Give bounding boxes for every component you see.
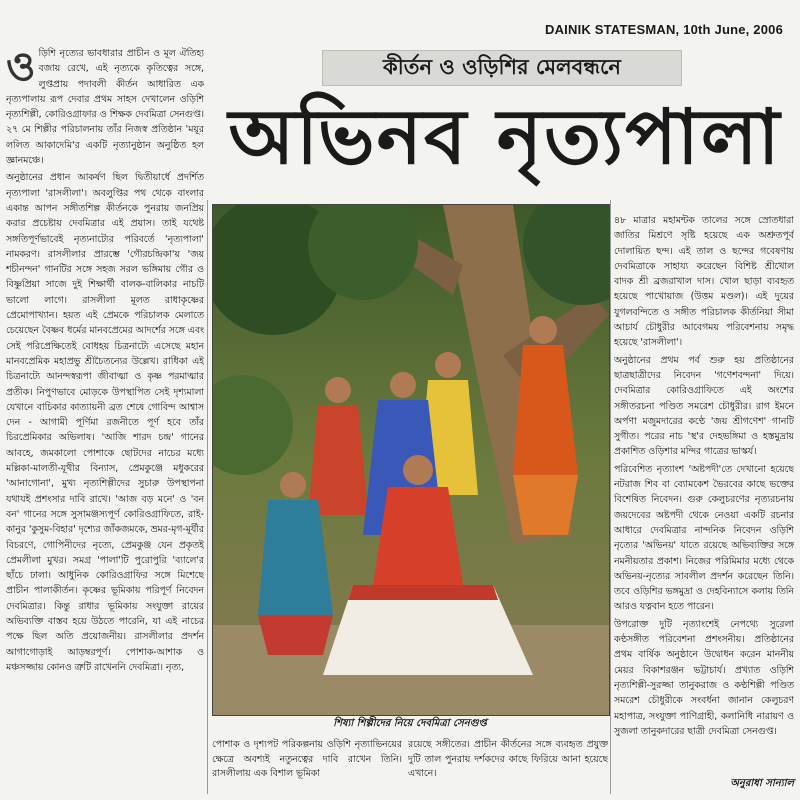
article-paragraph: ড়িশি নৃত্যের ভাবধারার প্রাচীন ও মূল ঐতিহ্য বজায় রেখে, এই নৃত্যকে কৃতিত্বের সঙ্গে, লুপ্তপ্রায় পদাবলী কীর্তন আধারিত এক নৃত্যপালায় রূপ দেবার প্রথম সাহস দেখালেন ওড়িশি নৃত্যশিল্পী, কোরিওগ্রাফার ও শিক্ষক দেবমিত্রা সেনগুপ্ত। ২৭ মে শিল্পীর পরিচালনায় তাঁর নিজস্ব প্রতিষ্ঠান 'ময়ূর ললিত আকাদেমি'র একটি নৃত্যানুষ্ঠান অনুষ্ঠিত হল জ্ঞানমঞ্চে। [6,48,204,167]
article-paragraph: অনুষ্ঠানের প্রথম পর্ব শুরু হয় প্রতিষ্ঠানের ছাত্রছাত্রীদের নিবেদন 'গণেশবন্দনা' দিয়ে। দেবমিত্রার কোরিওগ্রাফিতে এই অংশের সঙ্গীতরচনা পণ্ডিত সমরেশ চৌধুরীর। রাগ ইমনে অর্পণা মজুমদারের কণ্ঠে 'জয় শ্রীগণেশ' গানটি সুগীত। পরের নাচ 'স্থ'র দেহভঙ্গিমা ও হস্তমুদ্রায় প্রকাশিত ওড়িশার মন্দির গাত্রের ভাস্কর্য। [614,354,794,458]
article-column-left [6,46,204,798]
article-paragraph: পরিবেশিত নৃত্যাংশ 'অষ্টপদী'তে দেখানো হয়েছে নটরাজ শিব বা ব্যোমকেশ ভৈরবের কাছে ভক্তের বিশেষিত নিবেদন। গুরু কেলুচরণের নৃত্যরচনায় জয়দেবের অষ্টপদী থেকে নেওয়া একটি রচনার আধারে দেবমিত্রার নান্দনিক নিবেদন ওড়িশি নৃত্যের 'অভিনয়' যাতে রয়েছে অভিব্যক্তির সঙ্গে নমনীয়তার প্রকাশ। নিজের পরিমিমার মধ্যে থেকে অভিনয়-নৃত্যের সাবলীল প্রদর্শন করেছেন তিনি। তবে ওড়িশির ভঙ্গমুদ্রা ও দেহবিন্যাসে কলায় তিনি আরও যত্নবান হতে পারেন। [614,463,794,613]
article-bottom-left: পোশাক ও দৃশ্যপট পরিকল্পনায় ওড়িশি নৃত্যাভিনয়ের ক্ষেত্রে অবশ্যই নতুনত্বের দাবি রাখেন তিনি। রাসলীলায় এক বিশাল ভূমিকা [212,739,402,779]
article-paragraph: উপরোক্ত দুটি নৃত্যাংশেই নেপথ্যে সুরেলা কণ্ঠসঙ্গীত পরিবেশনা প্রশংসনীয়। প্রতিষ্ঠানের প্রথম বার্ষিক অনুষ্ঠানে উদ্বোধন করেন মাননীয় মেয়র বিকাশরঞ্জন ভট্টাচার্য। প্রখ্যাত ওড়িশি নৃত্যশিল্পী-সুরজ্জা তানুকরাজ ও কণ্ঠশিল্পী পণ্ডিত সমরেশ চৌধুরীকে সংবর্ধনা জানান কেলুচরণ মহাপাত্র, সংযুক্তা পাণিগ্রাহী, কলানিধি নারায়ণ ও সুজলা তানুকদারের ছাত্রী দেবমিত্রা সেনগুপ্ত। [614,618,794,737]
main-headline: অভিনব নৃত্যপালা [228,91,782,181]
column-divider [207,200,208,794]
article-paragraph: ৪৮ মাত্রার মহামন্টক তালের সঙ্গে স্রোতধারা জাতির মিশ্রণে সৃষ্টি হয়েছে এক অশ্রুতপূর্ব দোলায়িত ছন্দ। এই তাল ও ছন্দের গবেষণায় দেবমিত্রাকে সাহায্য করেছেন বিশিষ্ট শ্রীখোল বাদক শ্রী ব্রজরাখাল দাস। খোল ছাড়া ব্যবহৃত হয়েছে পাখোয়াজ (উত্তম মণ্ডল)। এই দুয়ের যুগলবন্দিতে ও সঙ্গীত পরিচালক কীর্তনিয়া সীমা আচার্য চৌধুরীর আবেগময় পরিবেশনায় সমৃদ্ধ হয়েছে 'রাসলীলা'। [614,215,794,349]
photo-caption: শিষ্যা শিল্পীদের নিয়ে দেবমিত্রা সেনগুপ্ত [333,718,487,729]
kicker-headline: কীর্তন ও ওড়িশির মেলবন্ধনে [322,50,682,86]
dancers-photo [212,204,610,716]
drop-cap: ও [6,46,36,90]
author-byline: অনুরাধা সান্যাল [730,778,794,789]
article-paragraph: অনুষ্ঠানের প্রধান আকর্ষণ ছিল দ্বিতীয়ার্ধে প্রদর্শিত নৃত্যপালা 'রাসলীলা'। অবলুপ্তির পথ থেকে বাংলার একান্ত আপন সঙ্গীতশিল্প কীর্তনকে পুনরায় জনপ্রিয় করার প্রচেষ্টায় দেবমিত্রার এই প্রয়াস। তাই যথেষ্ট সঙ্গতিপূর্ণভাবেই নৃত্যনাট্যের পরিবর্তে 'নৃত্যপালা' নামকরণ। রাসলীলার প্রারম্ভে 'গৌরচন্দ্রিকা'য় 'জয় শচীনন্দন' গানটির সঙ্গে সহজ সরল ভঙ্গিমায় গৌর ও বিষ্ণুপ্রিয়া সাজে দুই শিক্ষার্থী বালক-বালিকার নাচটি ভালো লাগে। রাসলীলা মূলত রাধাকৃষ্ণের প্রেমোপাখ্যান। হয়ত এই প্রেমকে পরিচালক মেলাতে চেয়েছেন বৈষ্ণব ধর্মের মানবপ্রেমের আদর্শের সঙ্গে এবং সেই পরিপ্রেক্ষিতেই বোধহয় চিত্রনাট্যে এসেছে মহান মানবপ্রেমিক মহাপ্রভু শ্রীচৈতন্যের উল্লেখ। রাধিকা এই চিত্রনাট্যে আনন্দস্বরূপা জীবাত্মা ও কৃষ্ণ পরমাত্মার প্রতীক। নিপুণভাবে মোড়কে উপস্থাপিত সেই দৃশ্যমালা যেখানে বাচিকার কাত্যায়নী ব্রত শেষে গোবিন্দ আশ্বাস দেন - আগামী পূর্ণিমা রজনীতে পূর্ণ হবে তাঁর চিরপ্রেমিকার অভিলাষ। 'আজি শারদ চন্দ্র' গানের আবহে, জমকালো পোশাকে ছোটদের নাচের মধ্যে মল্লিকা-মালতী-যূথীর বিন্যাস, প্রেমকুঞ্জে মধুকরের 'আনাগোনা', মুখ্য নৃত্যশিল্পীদের সুচারু উপস্থাপনা যথাযই প্রশংসার দাবি রাখে। 'আজ বড় মনে' ও 'বন বন' গানের সঙ্গে সুসামঞ্জস্যপূর্ণ কোরিওগ্রাফিতে, রাই-কানুর 'কুসুম-বিহার' দৃশ্যের জাঁকজমকে, ভ্রমর-মৃগ-মূর্যীর বিচরণে, গোপিনীদের নৃত্যে, প্রেমকুঞ্জ যেন প্রকৃতই প্রেমলীলা মুখর। সমগ্র 'পালা'টি পুরোপুরি 'ব্যালে'র ছাঁচে ঢালা। আধুনিক কোরিওগ্রাফির সঙ্গে মিশেছে প্রাচীন পালাকীর্তন। কৃষ্ণের ভূমিকায় পরিপূর্ণ নিবেদন দেবমিত্রার। কিন্তু রাধার ভূমিকায় সংযুক্তা রায়ের অভিব্যক্তি বাস্তব হয়ে উঠতে পারেনি, যা এই নাচের পক্ষে ছিল অতি প্রয়োজনীয়। রাসলীলার প্রদর্শন আগাগোড়াই আড়ম্বরপূর্ণ। পোশাক-আশাক ও মঞ্চসজ্জায় কোনও ত্রুটি রাখেননি দেবমিত্রা। নৃত্য, [6,172,204,673]
article-bottom-right: রয়েছে সঙ্গীতের। প্রাচীন কীর্তনের সঙ্গে ব্যবহৃত প্রযুক্ত দুটি তাল পুনরায় দর্শকদের কাছে ফিরিয়ে আনা হয়েছে এখানে। [408,739,608,779]
masthead: DAINIK STATESMAN, 10th June, 2006 [545,22,783,37]
article-column-right [614,213,794,765]
column-divider [610,200,611,794]
